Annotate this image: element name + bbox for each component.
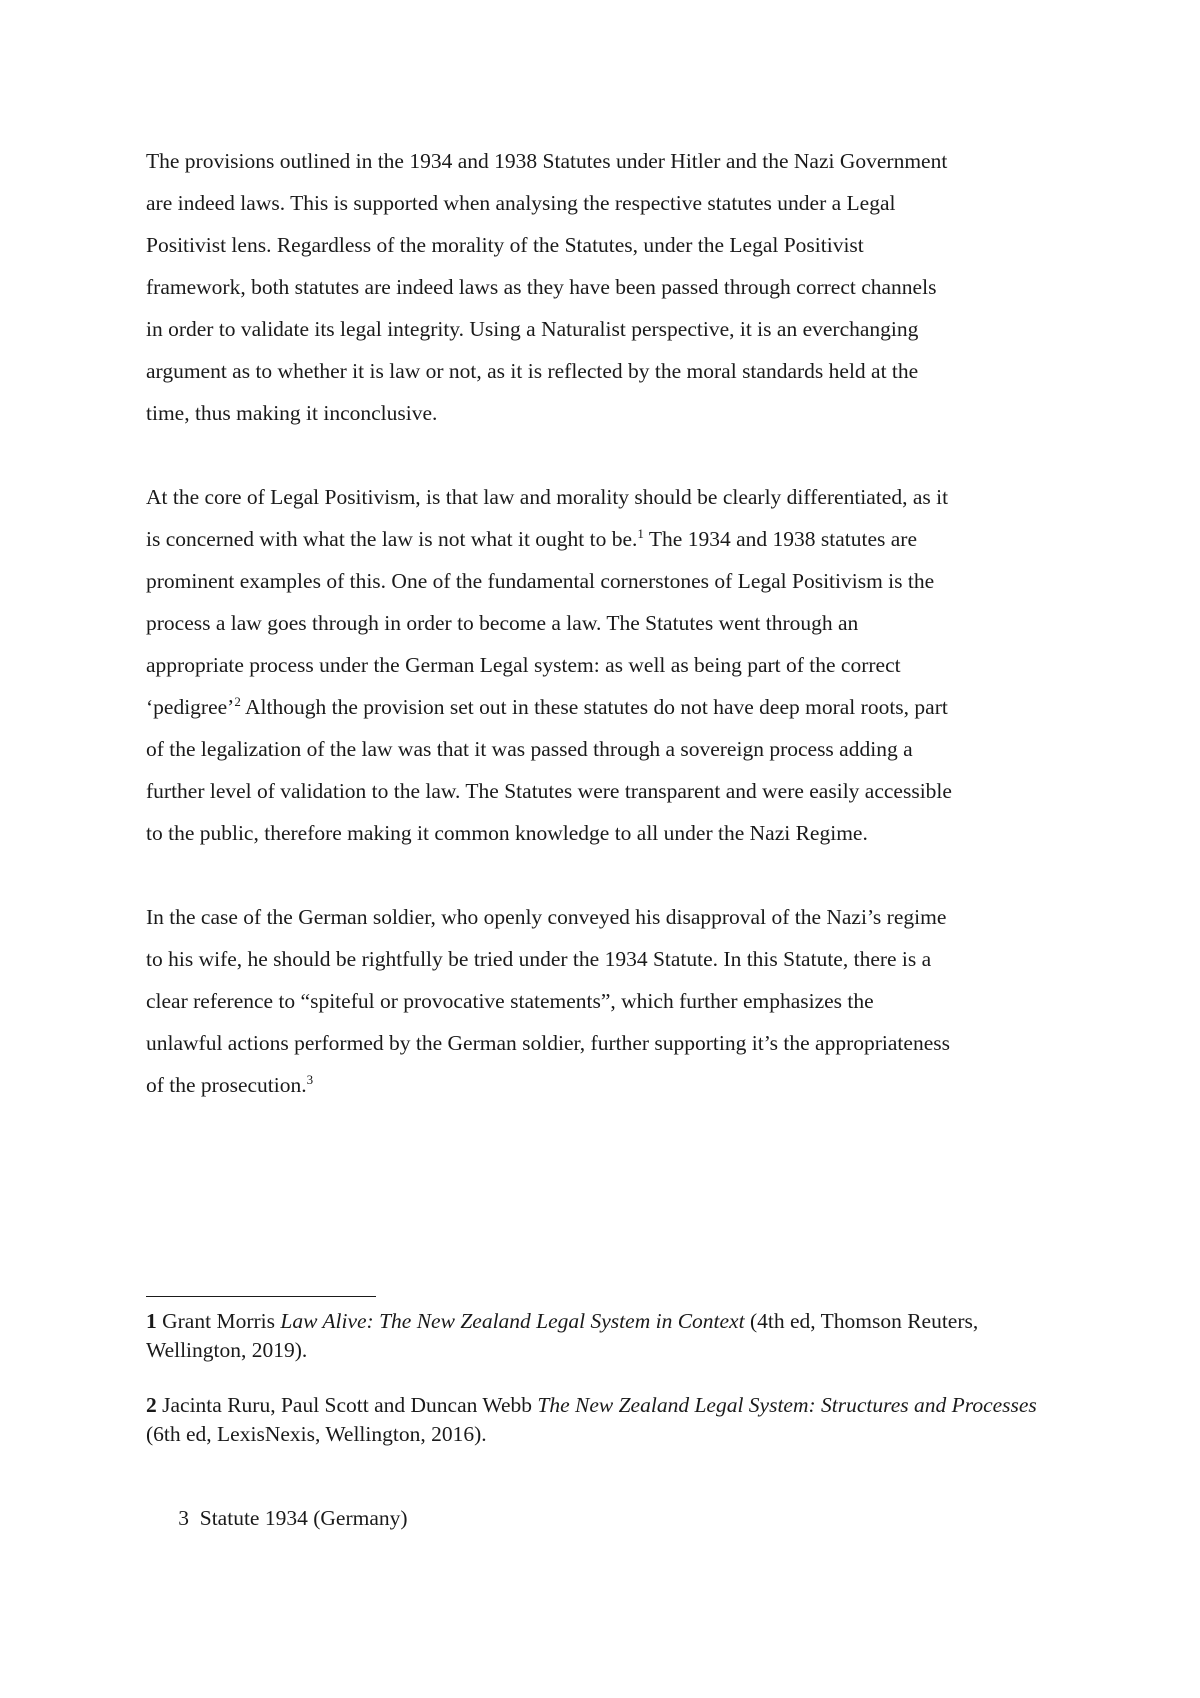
footnote-1 [146, 1307, 1066, 1365]
paragraph-line: The provisions outlined in the 1934 and 1938 Statutes under Hitler and the Nazi Government [146, 149, 948, 173]
footnote-number: 3 [178, 1506, 189, 1530]
line-text: ‘pedigree’ [146, 695, 235, 719]
line-text: The 1934 and 1938 statutes are [643, 527, 917, 551]
paragraph-line [146, 518, 1066, 560]
paragraph-line: In the case of the German soldier, who openly conveyed his disapproval of the Nazi’s regime [146, 905, 947, 929]
footnote-ref-2[interactable]: 2 [234, 693, 241, 709]
footnote-author: Jacinta Ruru, Paul Scott and Duncan Webb [156, 1393, 538, 1417]
paragraph-line: clear reference to “spiteful or provocative statements”, which further emphasizes the [146, 989, 874, 1013]
paragraph-line [146, 1064, 1066, 1106]
paragraph-line: in order to validate its legal integrity. Using a Naturalist perspective, it is an everchanging [146, 317, 919, 341]
paragraph-line: appropriate process under the German Legal system: as well as being part of the correct [146, 653, 901, 677]
footnotes [146, 1307, 1066, 1588]
paragraph-line: At the core of Legal Positivism, is that law and morality should be clearly differentiated, as it [146, 485, 949, 509]
paragraph-line: of the legalization of the law was that it was passed through a sovereign process adding a [146, 737, 913, 761]
footnote-2 [146, 1391, 1066, 1449]
paragraph-2 [146, 476, 1066, 854]
line-text: of the prosecution. [146, 1073, 307, 1097]
footnote-ref-1[interactable]: 1 [637, 525, 644, 541]
footnote-separator [146, 1296, 376, 1297]
paragraph-line: process a law goes through in order to become a law. The Statutes went through an [146, 611, 859, 635]
footnote-number: 1 [146, 1309, 157, 1333]
paragraph-line: framework, both statutes are indeed laws as they have been passed through correct channels [146, 275, 937, 299]
line-text: Although the provision set out in these statutes do not have deep moral roots, part [240, 695, 948, 719]
paragraph-line: time, thus making it inconclusive. [146, 401, 438, 425]
line-text: is concerned with what the law is not what it ought to be. [146, 527, 638, 551]
footnote-ref-3[interactable]: 3 [306, 1071, 314, 1087]
paragraph-line [146, 686, 1066, 728]
paragraph-3 [146, 896, 1066, 1106]
footnote-details: (6th ed, LexisNexis, Wellington, 2016). [146, 1422, 487, 1446]
paragraph-line: prominent examples of this. One of the fundamental cornerstones of Legal Positivism is the [146, 569, 935, 593]
paragraph-line: further level of validation to the law. The Statutes were transparent and were easily accessible [146, 779, 952, 803]
paragraph-line: to his wife, he should be rightfully be tried under the 1934 Statute. In this Statute, there is a [146, 947, 932, 971]
footnote-title: Law Alive: The New Zealand Legal System in Context [280, 1309, 745, 1333]
footnote-title: The New Zealand Legal System: Structures and Processes [537, 1393, 1037, 1417]
paragraph-line: unlawful actions performed by the German soldier, further supporting it’s the appropriateness [146, 1031, 950, 1055]
footnote-details: (4th ed, Thomson Reuters, Wellington, 2019). [146, 1309, 979, 1362]
paragraph-line: to the public, therefore making it common knowledge to all under the Nazi Regime. [146, 821, 868, 845]
paragraph-line: are indeed laws. This is supported when analysing the respective statutes under a Legal [146, 191, 896, 215]
footnote-3 [146, 1475, 1066, 1562]
footnote-number: 2 [146, 1393, 157, 1417]
footnote-text: Statute 1934 (Germany) [189, 1506, 408, 1530]
body-text [146, 140, 1066, 1148]
paragraph-line: argument as to whether it is law or not, as it is reflected by the moral standards held at the [146, 359, 919, 383]
paragraph-1 [146, 140, 1066, 434]
footnote-author: Grant Morris [156, 1309, 281, 1333]
paragraph-line: Positivist lens. Regardless of the morality of the Statutes, under the Legal Positivist [146, 233, 864, 257]
